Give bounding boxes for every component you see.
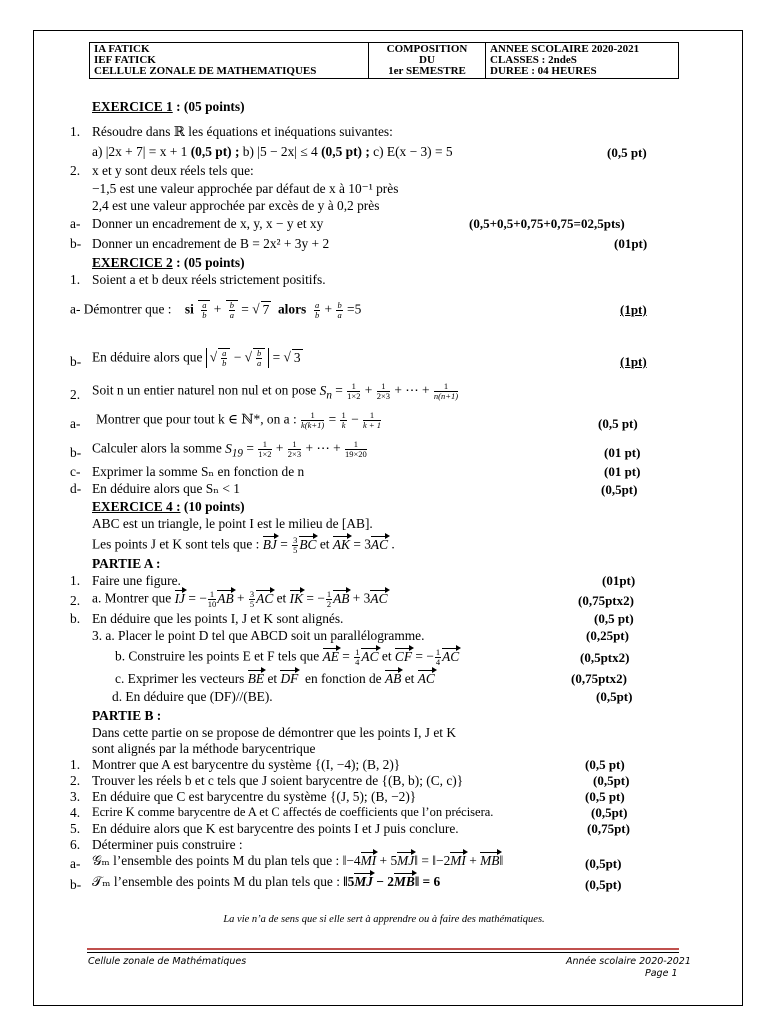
ex2-q2b-points: (01 pt) [604, 445, 641, 460]
ex1-qa-points: (0,5+0,5+0,75+0,75=02,5pts) [469, 216, 625, 231]
ex1-qa-number: a- [70, 216, 81, 231]
b5-text: En déduire alors que K est barycentre des points I et J puis conclure. [92, 821, 459, 836]
header-table [89, 42, 679, 79]
ex2-q2a-number: a- [70, 416, 81, 431]
b4-number: 4. [70, 805, 81, 820]
exercise-1-title: EXERCICE 1 : (05 points) [92, 99, 245, 114]
ex1-q1-number: 1. [70, 124, 81, 139]
ex2-qb-points: (1pt) [620, 354, 647, 369]
ex2-q1-number: 1. [70, 272, 81, 287]
ex2-q2d-text: En déduire alors que Sₙ < 1 [92, 481, 240, 496]
a3d-points: (0,5pt) [596, 689, 633, 704]
a3b-points: (0,5ptx2) [580, 650, 630, 665]
ex1-q2-text: x et y sont deux réels tels que: [92, 163, 254, 178]
b2-points: (0,5pt) [593, 773, 630, 788]
b5-points: (0,75pt) [587, 821, 630, 836]
a2b-number: b. [70, 611, 81, 626]
b4-text: Ecrire K comme barycentre de A et C affectés de coefficients que l’on précisera. [92, 805, 494, 819]
b6b-line: 𝒯ₘ l’ensemble des points M du plan tels que : ‖5MJ − 2MB‖ = 6 [92, 874, 441, 889]
footer-rule-red [87, 948, 679, 950]
b6a-line: 𝒢ₘ l’ensemble des points M du plan tels que : ‖−4MI + 5MJ‖ = ‖−2MI + MB‖ [92, 853, 504, 868]
header-composition: COMPOSITION DU 1er SEMESTRE [369, 43, 486, 79]
ex4-intro-1: ABC est un triangle, le point I est le milieu de [AB]. [92, 516, 373, 531]
header-school-year: ANNEE SCOLAIRE 2020-2021 CLASSES : 2ndeS DUREE : 04 HEURES [486, 43, 679, 79]
ex1-q1-items: a) |2x + 7| = x + 1 (0,5 pt) ; b) |5 − 2x| ≤ 4 (0,5 pt) ; c) E(x − 3) = 5 [92, 144, 453, 159]
a2-points: (0,75ptx2) [578, 593, 634, 608]
ex1-q1c-points: (0,5 pt) [607, 145, 647, 160]
ex2-q2-line: Soit n un entier naturel non nul et on pose $S_n$ = $\frac{1}{1\times 2}$ + $\frac{1}{2\times 3}$ + ⋯ + $\frac{1}{n(n+1)}$ [92, 381, 459, 402]
footer-page-number: Page 1 [645, 968, 678, 979]
b2-text: Trouver les réels b et c tels que J soient barycentre de {(B, b); (C, c)} [92, 773, 464, 788]
a3a-text: 3. a. Placer le point D tel que ABCD soit un parallélogramme. [92, 628, 425, 643]
b6b-points: (0,5pt) [585, 877, 622, 892]
ex2-qa-line: a- Démontrer que : si $\frac{a}{b}$ + $\frac{b}{a}$ = √ 7 alors $\frac{a}{b}$ + $\frac{b}{a}$ =5 [70, 300, 362, 320]
ex2-qa-points: (1pt) [620, 302, 647, 317]
ex2-qb-line: En déduire alors que √ $\frac{a}{b}$ − √ $\frac{b}{a}$ = √ 3 [92, 348, 301, 368]
header-institution: IA FATICK IEF FATICK CELLULE ZONALE DE MATHEMATIQUES [90, 43, 369, 79]
ex1-q2-line1: −1,5 est une valeur approchée par défaut de x à 10⁻¹ près [92, 181, 399, 196]
b4-points: (0,5pt) [591, 805, 628, 820]
a3d-text: d. En déduire que (DF)//(BE). [112, 689, 273, 704]
exercise-4-title: EXERCICE 4 : (10 points) [92, 499, 245, 514]
b3-number: 3. [70, 789, 81, 804]
ex2-q2b-line: Calculer alors la somme $S_{19}$ = $\frac{1}{1\times 2}$ + $\frac{1}{2\times 3}$ + ⋯ + $\frac{1}{19\times 20}$ [92, 439, 367, 460]
a3c-line: c. Exprimer les vecteurs BE et DF en fonction de AB et AC [115, 671, 435, 686]
b3-points: (0,5 pt) [585, 789, 625, 804]
b3-text: En déduire que C est barycentre du système {(J, 5); (B, −2)} [92, 789, 417, 804]
a1-text: Faire une figure. [92, 573, 181, 588]
part-b-intro-1: Dans cette partie on se propose de démontrer que les points I, J et K [92, 725, 457, 740]
a2b-points: (0,5 pt) [594, 611, 634, 626]
b5-number: 5. [70, 821, 81, 836]
ex2-qb-number: b- [70, 354, 82, 369]
b6a-number: a- [70, 856, 81, 871]
a2b-text: En déduire que les points I, J et K sont alignés. [92, 611, 344, 626]
ex2-q2a-line: Montrer que pour tout k ∈ ℕ*, on a : $\frac{1}{k(k+1)}$ = $\frac{1}{k}$ − $\frac{1}{k + 1}$ [96, 410, 381, 430]
ex2-q2d-points: (0,5pt) [601, 482, 638, 497]
ex2-q2d-number: d- [70, 481, 82, 496]
b6-text: Déterminer puis construire : [92, 837, 243, 852]
a1-number: 1. [70, 573, 81, 588]
ex2-q2a-points: (0,5 pt) [598, 416, 638, 431]
footer-rule-black [87, 952, 679, 953]
ex2-q2b-number: b- [70, 445, 82, 460]
ex1-q2-line2: 2,4 est une valeur approchée par excès de y à 0,2 près [92, 198, 380, 213]
a3c-points: (0,75ptx2) [571, 671, 627, 686]
ex1-qb-number: b- [70, 236, 82, 251]
b6a-points: (0,5pt) [585, 856, 622, 871]
ex1-q2-number: 2. [70, 163, 81, 178]
b1-text: Montrer que A est barycentre du système {(I, −4); (B, 2)} [92, 757, 401, 772]
b2-number: 2. [70, 773, 81, 788]
part-a-title: PARTIE A : [92, 556, 161, 571]
ex1-qa-text: Donner un encadrement de x, y, x − y et xy [92, 216, 324, 231]
ex2-q2c-points: (01 pt) [604, 464, 641, 479]
ex1-qb-text: Donner un encadrement de B = 2x² + 3y + 2 [92, 236, 330, 251]
footer-left: Cellule zonale de Mathématiques [88, 956, 247, 967]
b1-number: 1. [70, 757, 81, 772]
a2-number: 2. [70, 593, 81, 608]
a1-points: (01pt) [602, 573, 636, 588]
ex2-q2-number: 2. [70, 387, 81, 402]
closing-quote: La vie n’a de sens que si elle sert à apprendre ou à faire des mathématiques. [223, 914, 545, 925]
ex1-q1-text: Résoudre dans ℝ les équations et inéquations suivantes: [92, 124, 393, 139]
a3a-points: (0,25pt) [586, 628, 629, 643]
b6b-number: b- [70, 877, 82, 892]
footer-school-year: Année scolaire 2020-2021 [566, 956, 691, 967]
ex4-intro-2: Les points J et K sont tels que : BJ = $\frac{3}{5}$ BC et AK = 3AC . [92, 535, 395, 555]
b1-points: (0,5 pt) [585, 757, 625, 772]
part-b-title: PARTIE B : [92, 708, 162, 723]
exercise-2-title: EXERCICE 2 : (05 points) [92, 255, 245, 270]
ex2-q1-text: Soient a et b deux réels strictement positifs. [92, 272, 326, 287]
a3b-line: b. Construire les points E et F tels que AE = $\frac{1}{4}$ AC et CF = − $\frac{1}{4}$ AC [115, 647, 460, 667]
ex2-q2c-text: Exprimer la somme Sₙ en fonction de n [92, 464, 305, 479]
part-b-intro-2: sont alignés par la méthode barycentrique [92, 741, 316, 756]
ex2-q2c-number: c- [70, 464, 81, 479]
ex1-qb-points: (01pt) [614, 236, 648, 251]
b6-number: 6. [70, 837, 81, 852]
a2-line: a. Montrer que IJ = − $\frac{1}{10}$ AB + $\frac{3}{5}$ AC et IK = − $\frac{1}{2}$ AB + 3AC [92, 589, 388, 609]
